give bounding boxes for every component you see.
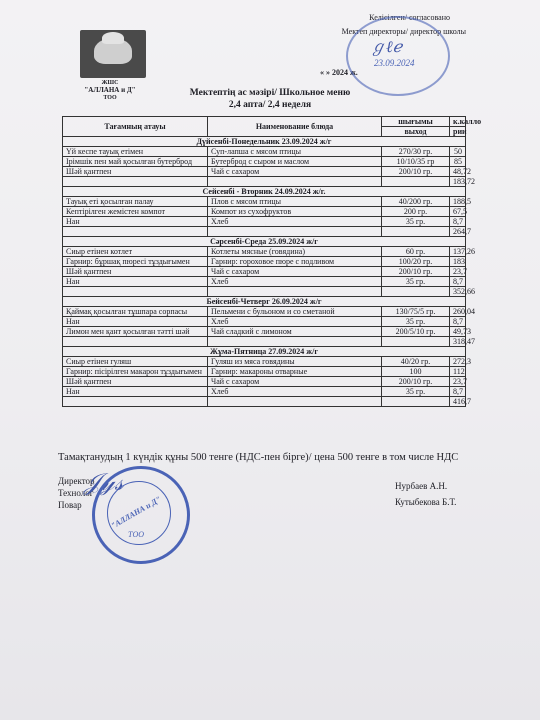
stamp-center-text: "АЛЛАНА и Д" xyxy=(109,494,163,531)
yield: 35 гр. xyxy=(382,277,450,287)
yield: 100/20 гр. xyxy=(382,257,450,267)
total-row xyxy=(63,337,466,347)
table-row xyxy=(63,267,466,277)
stamp-date: 23.09.2024 xyxy=(374,58,415,68)
table-row xyxy=(63,257,466,267)
company-stamp xyxy=(92,466,190,564)
calories: 85 xyxy=(450,157,466,167)
table-row xyxy=(63,367,466,377)
table-row xyxy=(63,217,466,227)
price-note: Тамақтанудың 1 күндік құны 500 тенге (НДС-пен бірге)/ цена 500 тенге в том числе НДС xyxy=(58,452,459,463)
page-title: Мектептің ас мәзірі/ Школьное меню xyxy=(189,88,351,98)
day-header-row xyxy=(63,187,466,197)
calories: 112 xyxy=(450,367,466,377)
calories: 137,26 xyxy=(450,247,466,257)
table-row xyxy=(63,377,466,387)
calories: 67,5 xyxy=(450,207,466,217)
calories: 8,7 xyxy=(450,317,466,327)
yield: 270/30 гр. xyxy=(382,147,450,157)
calories: 272,3 xyxy=(450,357,466,367)
day-total: 318,47 xyxy=(450,337,466,347)
yield: 200/10 гр. xyxy=(382,167,450,177)
table-row xyxy=(63,207,466,217)
dish-ru: Гарнир: макароны отварные xyxy=(208,367,382,377)
yield: 35 гр. xyxy=(382,317,450,327)
day-header-row xyxy=(63,137,466,147)
yield: 40/20 гр. xyxy=(382,357,450,367)
day-label: Жұма-Пятница 27.09.2024 ж/г xyxy=(63,347,466,357)
dish-kz: Нан xyxy=(63,317,208,327)
dish-kz: Гарнир: бұршақ пюресі тұздығымен xyxy=(63,257,208,267)
calories: 23,7 xyxy=(450,377,466,387)
logo-text-2: "АЛЛАНА и Д" xyxy=(84,86,136,94)
logo-text-1: ЖШС xyxy=(101,80,119,86)
cook-name: Кутыбекова Б.Т. xyxy=(395,497,457,507)
header-ru: Наименование блюда xyxy=(208,117,382,137)
day-total: 264,7 xyxy=(450,227,466,237)
director-signature-top: ℊℓℯ xyxy=(370,37,403,56)
header-cal-top: к.калло xyxy=(450,117,466,127)
calories: 50 xyxy=(450,147,466,157)
dish-kz: Қаймақ қосылған тұшпара сорпасы xyxy=(63,307,208,317)
total-row xyxy=(63,177,466,187)
yield: 60 гр. xyxy=(382,247,450,257)
table-row xyxy=(63,357,466,367)
total-row xyxy=(63,287,466,297)
calories: 260,04 xyxy=(450,307,466,317)
logo-text-3: ТОО xyxy=(103,95,117,101)
yield: 35 гр. xyxy=(382,217,450,227)
table-row xyxy=(63,147,466,157)
dish-ru: Хлеб xyxy=(208,387,382,397)
dish-ru: Хлеб xyxy=(208,317,382,327)
header-yield-bottom: выход xyxy=(382,127,450,137)
day-total: 416,7 xyxy=(450,397,466,407)
yield: 100 xyxy=(382,367,450,377)
dish-ru: Котлеты мясные (говядина) xyxy=(208,247,382,257)
calories: 49,73 xyxy=(450,327,466,337)
total-row xyxy=(63,397,466,407)
menu-table xyxy=(62,116,482,407)
dish-kz: Шәй қантпен xyxy=(63,377,208,387)
calories: 183 xyxy=(450,257,466,267)
day-label: Дүйсенбі-Понедельник 23.09.2024 ж/г xyxy=(63,137,466,147)
dish-kz: Тауық еті қосылған палау xyxy=(63,197,208,207)
technolog-label: Технолог xyxy=(58,488,94,498)
table-row xyxy=(63,197,466,207)
stamp-bottom-text: ТОО xyxy=(128,530,145,539)
dish-kz: Гарнир: пісірілген макарон тұздығымен xyxy=(63,367,208,377)
cook-label: Повар xyxy=(58,500,82,510)
day-label: Бейсенбі-Четверг 26.09.2024 ж/г xyxy=(63,297,466,307)
header-yield-top: шығымы xyxy=(382,117,450,127)
day-total: 183,72 xyxy=(450,177,466,187)
dish-ru: Бутерброд с сыром и маслом xyxy=(208,157,382,167)
table-row xyxy=(63,387,466,397)
yield: 10/10/35 гр xyxy=(382,157,450,167)
approve-line-2: Мектеп директоры/ директор школы xyxy=(341,27,466,36)
approve-date: « » 2024 ж. xyxy=(320,68,358,77)
dish-kz: Нан xyxy=(63,217,208,227)
dish-kz: Нан xyxy=(63,387,208,397)
calories: 23,7 xyxy=(450,267,466,277)
dish-ru: Компот из сухофруктов xyxy=(208,207,382,217)
yield: 35 гр. xyxy=(382,387,450,397)
day-header-row xyxy=(63,297,466,307)
yield: 200 гр. xyxy=(382,207,450,217)
day-header-row xyxy=(63,237,466,247)
day-header-row xyxy=(63,347,466,357)
signature-scribble: 𝒥𝓎𝓈 xyxy=(84,468,124,496)
page-subtitle: 2,4 апта/ 2,4 неделя xyxy=(228,100,312,110)
approve-line-1: Келісілген/ согласовано xyxy=(369,13,450,22)
day-label: Сейсенбі - Вторник 24.09.2024 ж/г. xyxy=(63,187,466,197)
dish-kz: Шәй қантпен xyxy=(63,167,208,177)
calories: 8,7 xyxy=(450,277,466,287)
table-row xyxy=(63,317,466,327)
day-label: Сәрсенбі-Среда 25.09.2024 ж/г xyxy=(63,237,466,247)
dish-kz: Шәй қантпен xyxy=(63,267,208,277)
dish-ru: Плов с мясом птицы xyxy=(208,197,382,207)
calories: 188,5 xyxy=(450,197,466,207)
yield: 40/200 гр. xyxy=(382,197,450,207)
yield: 200/10 гр. xyxy=(382,267,450,277)
day-total: 352,66 xyxy=(450,287,466,297)
dish-ru: Гуляш из мяса говядины xyxy=(208,357,382,367)
yield: 200/10 гр. xyxy=(382,377,450,387)
dish-ru: Гарнир: гороховое пюре с подливом xyxy=(208,257,382,267)
calories: 48,72 xyxy=(450,167,466,177)
dish-ru: Чай с сахаром xyxy=(208,267,382,277)
table-row xyxy=(63,157,466,167)
table-row xyxy=(63,327,466,337)
dish-ru: Хлеб xyxy=(208,277,382,287)
director-name: Нурбаев А.Н. xyxy=(395,481,448,491)
table-row xyxy=(63,167,466,177)
director-label: Директор xyxy=(58,476,95,486)
dish-ru: Чай с сахаром xyxy=(208,167,382,177)
dish-ru: Суп-лапша с мясом птицы xyxy=(208,147,382,157)
dish-ru: Чай сладкий с лимоном xyxy=(208,327,382,337)
header-kz: Тағамның атауы xyxy=(63,117,208,137)
table-row xyxy=(63,277,466,287)
dish-kz: Лимон мен қант қосылған тәтті шәй xyxy=(63,327,208,337)
dish-kz: Кептірілген жемістен компот xyxy=(63,207,208,217)
table-row xyxy=(63,247,466,257)
yield: 130/75/5 гр. xyxy=(382,307,450,317)
dish-kz: Сиыр етінен гуляш xyxy=(63,357,208,367)
header-cal-bottom: рии xyxy=(450,127,466,137)
dish-ru: Пельмени с бульоном и со сметаной xyxy=(208,307,382,317)
table-row xyxy=(63,307,466,317)
dish-kz: Нан xyxy=(63,277,208,287)
calories: 8,7 xyxy=(450,387,466,397)
dish-kz: Ірімшік пен май қосылған бутерброд xyxy=(63,157,208,167)
calories: 8,7 xyxy=(450,217,466,227)
dish-kz: Үй кеспе тауық етімен xyxy=(63,147,208,157)
dish-ru: Хлеб xyxy=(208,217,382,227)
company-logo xyxy=(80,30,146,78)
yield: 200/5/10 гр. xyxy=(382,327,450,337)
dish-kz: Сиыр етінен котлет xyxy=(63,247,208,257)
dish-ru: Чай с сахаром xyxy=(208,377,382,387)
total-row xyxy=(63,227,466,237)
